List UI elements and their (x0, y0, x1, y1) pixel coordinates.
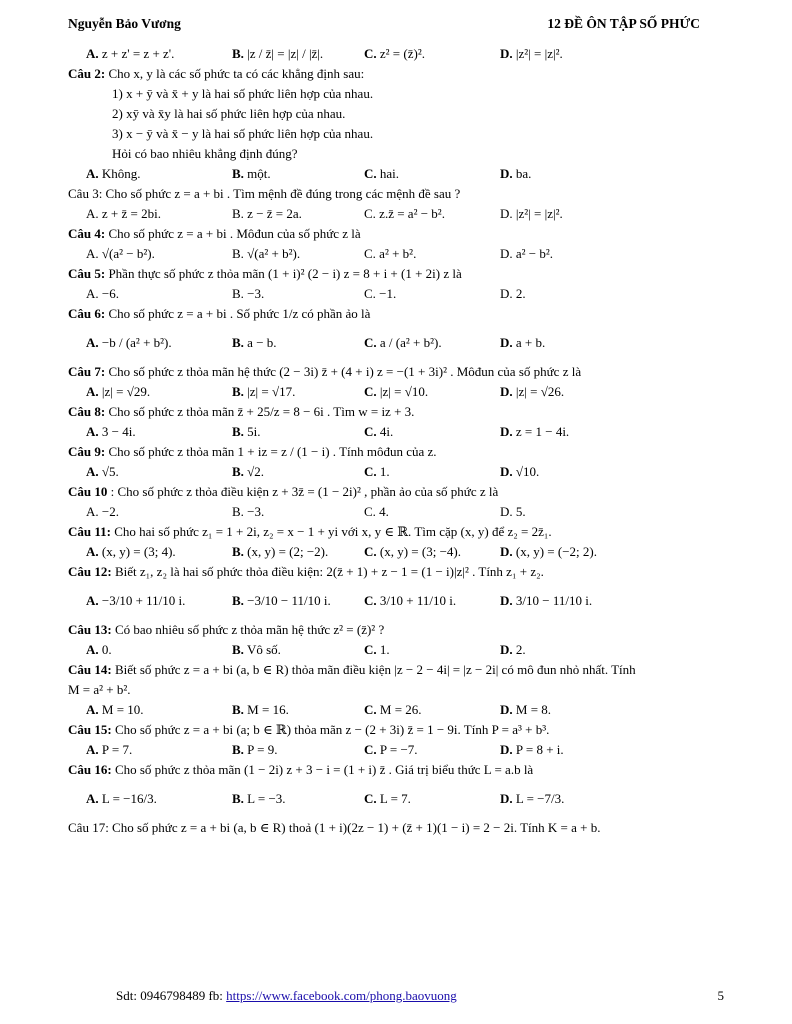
option-label: D. (500, 424, 513, 439)
option-b (232, 204, 302, 224)
option-label: B. (232, 246, 244, 261)
option-label: A. (86, 46, 99, 61)
option-label: B. (232, 742, 244, 757)
option-c (364, 284, 396, 304)
option-a (86, 204, 161, 224)
option-b (232, 44, 323, 64)
question-label: Câu 13: (68, 622, 112, 637)
question-stem (68, 660, 728, 680)
option-text: 3/10 + 11/10 i. (379, 593, 457, 608)
answer-options (68, 204, 728, 224)
option-text: −1. (379, 286, 397, 301)
question-stem (68, 522, 728, 542)
option-label: C. (364, 166, 377, 181)
answer-options (68, 44, 728, 64)
option-c (364, 740, 418, 760)
option-label: C. (364, 593, 377, 608)
option-label: B. (232, 464, 244, 479)
option-b (232, 244, 300, 264)
question-text: Cho số phức z = a + bi . Môđun của số phức z là (108, 226, 361, 241)
option-text: L = −7/3. (515, 791, 565, 806)
option-b (232, 582, 331, 620)
option-d (500, 244, 553, 264)
option-text: 3 − 4i. (101, 424, 136, 439)
option-text: M = 26. (379, 702, 422, 717)
option-c (364, 502, 389, 522)
answer-options (68, 700, 728, 720)
option-a (86, 44, 174, 64)
option-text: z − z̄ = 2a. (247, 206, 302, 221)
option-a (86, 740, 132, 760)
option-text: hai. (379, 166, 400, 181)
option-text: L = −3. (247, 791, 286, 806)
option-a (86, 700, 144, 720)
option-text: z + z' = z + z'. (101, 46, 175, 61)
option-a (86, 582, 185, 620)
question-stem (68, 64, 728, 84)
question-label: Câu 2: (68, 66, 106, 81)
option-text: 1. (379, 642, 390, 657)
option-label: C. (364, 206, 376, 221)
statement-text: 2) xȳ và x̄y là hai số phức liên hợp của nhau. (112, 106, 346, 121)
option-c (364, 204, 445, 224)
question-stem (68, 442, 728, 462)
answer-options (68, 542, 728, 562)
option-b (232, 740, 278, 760)
statement-line (68, 84, 728, 104)
option-c (364, 582, 456, 620)
option-text: −3. (247, 504, 265, 519)
question-text: Cho số phức z thỏa mãn 1 + iz = z / (1 − i) . Tính môđun của z. (108, 444, 437, 459)
answer-options (68, 502, 728, 522)
option-d (500, 780, 564, 818)
option-c (364, 382, 428, 402)
option-text: |z| = √29. (101, 384, 151, 399)
answer-options (68, 582, 728, 620)
statement-text: M = a² + b². (68, 682, 131, 697)
option-label: D. (500, 544, 513, 559)
option-text: 3/10 − 11/10 i. (515, 593, 593, 608)
option-text: 5. (515, 504, 526, 519)
option-text: √(a² + b²). (247, 246, 301, 261)
option-label: C. (364, 46, 377, 61)
option-label: D. (500, 464, 513, 479)
question-label: Câu 15: (68, 722, 112, 737)
option-text: √10. (515, 464, 540, 479)
option-a (86, 422, 136, 442)
question-text: Biết z₁, z₂ là hai số phức thỏa điều kiện: 2(z̄ + 1) + z − 1 = (1 − i)|z|² . Tính z₁ + z₂. (114, 564, 544, 579)
footer-contact: Sdt: 0946798489 fb: (116, 988, 227, 1003)
option-c (364, 700, 422, 720)
option-b (232, 422, 261, 442)
option-text: −3/10 + 11/10 i. (101, 593, 186, 608)
answer-options (68, 284, 728, 304)
option-text: a + b. (515, 335, 546, 350)
option-label: A. (86, 742, 99, 757)
option-text: 5i. (247, 424, 261, 439)
option-label: B. (232, 702, 244, 717)
statement-line (68, 124, 728, 144)
option-label: A. (86, 246, 99, 261)
question-text: Cho x, y là các số phức ta có các khẳng định sau: (108, 66, 365, 81)
option-text: a² − b². (515, 246, 554, 261)
option-b (232, 542, 328, 562)
option-text: z.z̄ = a² − b². (379, 206, 445, 221)
question-text: Có bao nhiêu số phức z thỏa mãn hệ thức z² = (z̄)² ? (114, 622, 385, 637)
question-text: Cho số phức z = a + bi (a; b ∈ ℝ) thỏa mãn z − (2 + 3i) z̄ = 1 − 9i. Tính P = a³ + b³. (114, 722, 550, 737)
option-label: C. (364, 742, 377, 757)
option-label: A. (86, 544, 99, 559)
option-label: D. (500, 742, 513, 757)
answer-options (68, 382, 728, 402)
option-text: một. (247, 166, 271, 181)
answer-options (68, 164, 728, 184)
question-stem (68, 818, 728, 838)
question-text: Cho số phức z thỏa mãn hệ thức (2 − 3i) z̄ + (4 + i) z = −(1 + 3i)² . Môđun của số phức z là (108, 364, 582, 379)
option-text: |z²| = |z|². (515, 46, 563, 61)
option-b (232, 700, 289, 720)
question-label: Câu 11: (68, 524, 111, 539)
option-text: L = −16/3. (101, 791, 157, 806)
option-label: D. (500, 206, 513, 221)
option-d (500, 204, 563, 224)
option-text: √(a² − b²). (101, 246, 155, 261)
option-label: A. (86, 464, 99, 479)
option-d (500, 462, 539, 482)
option-text: |z| = √17. (247, 384, 296, 399)
option-d (500, 502, 526, 522)
option-label: A. (86, 791, 99, 806)
option-a (86, 284, 119, 304)
option-text: (x, y) = (2; −2). (247, 544, 329, 559)
option-a (86, 542, 176, 562)
answer-options (68, 780, 728, 818)
option-label: A. (86, 206, 99, 221)
option-b (232, 462, 264, 482)
option-label: C. (364, 504, 376, 519)
option-d (500, 324, 545, 362)
answer-options (68, 640, 728, 660)
option-text: a² + b². (379, 246, 417, 261)
option-text: M = 16. (247, 702, 289, 717)
option-label: B. (232, 791, 244, 806)
option-text: P = −7. (379, 742, 418, 757)
option-label: C. (364, 286, 376, 301)
question-stem (68, 362, 728, 382)
question-text: Câu 3: Cho số phức z = a + bi . Tìm mệnh đề đúng trong các mệnh đề sau ? (68, 186, 461, 201)
option-text: P = 9. (247, 742, 278, 757)
question-label: Câu 14: (68, 662, 112, 677)
statement-text: Hỏi có bao nhiêu khẳng định đúng? (112, 146, 298, 161)
option-text: 0. (101, 642, 112, 657)
option-a (86, 780, 157, 818)
document-body (68, 44, 728, 838)
option-label: C. (364, 544, 377, 559)
question-text: Phần thực số phức z thỏa mãn (1 + i)² (2 − i) z = 8 + i + (1 + 2i) z là (108, 266, 462, 281)
option-c (364, 462, 390, 482)
option-b (232, 324, 277, 362)
option-b (232, 502, 264, 522)
option-d (500, 422, 569, 442)
option-text: 1. (379, 464, 390, 479)
option-label: C. (364, 642, 377, 657)
option-c (364, 244, 416, 264)
answer-options (68, 324, 728, 362)
option-d (500, 640, 526, 660)
question-text: Cho số phức z thỏa mãn z̄ + 25/z = 8 − 6i . Tìm w = iz + 3. (108, 404, 415, 419)
option-text: |z / z̄| = |z| / |z̄|. (247, 46, 324, 61)
option-text: a / (a² + b²). (379, 335, 442, 350)
question-label: Câu 4: (68, 226, 106, 241)
option-label: B. (232, 424, 244, 439)
option-c (364, 640, 390, 660)
option-text: L = 7. (379, 791, 411, 806)
option-label: D. (500, 642, 513, 657)
question-stem (68, 264, 728, 284)
answer-options (68, 740, 728, 760)
option-label: D. (500, 166, 513, 181)
question-stem (68, 620, 728, 640)
statement-line (68, 680, 728, 700)
option-label: C. (364, 335, 377, 350)
option-text: 2. (515, 642, 526, 657)
facebook-link[interactable]: https://www.facebook.com/phong.baovuong (226, 988, 457, 1003)
option-label: D. (500, 702, 513, 717)
question-stem (68, 184, 728, 204)
option-d (500, 700, 551, 720)
option-label: D. (500, 504, 513, 519)
option-c (364, 422, 393, 442)
option-label: C. (364, 384, 377, 399)
option-b (232, 164, 271, 184)
option-label: C. (364, 246, 376, 261)
option-text: (x, y) = (−2; 2). (515, 544, 597, 559)
option-text: (x, y) = (3; −4). (379, 544, 461, 559)
option-label: B. (232, 544, 244, 559)
option-a (86, 324, 172, 362)
option-d (500, 542, 597, 562)
option-label: A. (86, 424, 99, 439)
option-c (364, 780, 411, 818)
question-text: Cho số phức z thỏa mãn (1 − 2i) z + 3 − i = (1 + i) z̄ . Giá trị biểu thức L = a.b là (114, 762, 534, 777)
answer-options (68, 244, 728, 264)
option-label: B. (232, 384, 244, 399)
option-text: Vô số. (246, 642, 281, 657)
option-label: A. (86, 593, 99, 608)
question-stem (68, 760, 728, 780)
option-label: B. (232, 642, 244, 657)
option-label: B. (232, 166, 244, 181)
option-d (500, 582, 592, 620)
statement-line (68, 144, 728, 164)
option-text: −2. (101, 504, 119, 519)
option-label: B. (232, 335, 244, 350)
option-label: B. (232, 593, 244, 608)
question-text: Câu 17: Cho số phức z = a + bi (a, b ∈ R) thoả (1 + i)(2z − 1) + (z̄ + 1)(1 − i) = 2 − 2i. Tính K = a + b. (68, 820, 601, 835)
question-stem (68, 304, 728, 324)
page-number: 5 (717, 988, 724, 1003)
statement-text: 1) x + ȳ và x̄ + y là hai số phức liên hợp của nhau. (112, 86, 374, 101)
option-text: |z| = √26. (515, 384, 565, 399)
option-label: A. (86, 504, 99, 519)
option-label: D. (500, 791, 513, 806)
option-text: −3. (247, 286, 265, 301)
question-text: Cho hai số phức z₁ = 1 + 2i, z₂ = x − 1 + yi với x, y ∈ ℝ. Tìm cặp (x, y) để z₂ = 2z̄₁. (114, 524, 552, 539)
question-text: Biết số phức z = a + bi (a, b ∈ R) thỏa mãn điều kiện |z − 2 − 4i| = |z − 2i| có mô đun nhỏ nhất. Tính (114, 662, 636, 677)
option-c (364, 324, 442, 362)
option-text: 4i. (379, 424, 394, 439)
option-text: M = 10. (101, 702, 144, 717)
option-text: |z²| = |z|². (515, 206, 563, 221)
option-text: P = 8 + i. (515, 742, 564, 757)
option-text: ba. (515, 166, 532, 181)
option-label: B. (232, 286, 244, 301)
question-label: Câu 9: (68, 444, 106, 459)
question-label: Câu 6: (68, 306, 106, 321)
option-label: A. (86, 384, 99, 399)
option-text: 2. (515, 286, 526, 301)
option-label: C. (364, 702, 377, 717)
option-text: z² = (z̄)². (379, 46, 425, 61)
option-b (232, 284, 264, 304)
option-label: A. (86, 702, 99, 717)
option-a (86, 382, 150, 402)
option-text: −6. (101, 286, 119, 301)
option-d (500, 284, 526, 304)
option-text: z = 1 − 4i. (515, 424, 570, 439)
option-c (364, 164, 399, 184)
option-text: Không. (101, 166, 141, 181)
option-text: (x, y) = (3; 4). (101, 544, 176, 559)
question-label: Câu 5: (68, 266, 106, 281)
option-text: 4. (379, 504, 389, 519)
option-text: a − b. (247, 335, 277, 350)
question-label: Câu 16: (68, 762, 112, 777)
option-label: B. (232, 504, 244, 519)
answer-options (68, 422, 728, 442)
option-d (500, 740, 564, 760)
option-a (86, 640, 112, 660)
option-text: M = 8. (515, 702, 552, 717)
option-label: A. (86, 335, 99, 350)
statement-line (68, 104, 728, 124)
answer-options (68, 462, 728, 482)
option-label: B. (232, 46, 244, 61)
option-label: C. (364, 464, 377, 479)
option-label: A. (86, 642, 99, 657)
question-stem (68, 402, 728, 422)
option-label: D. (500, 384, 513, 399)
question-stem (68, 224, 728, 244)
option-c (364, 542, 461, 562)
statement-text: 3) x − ȳ và x̄ − y là hai số phức liên hợp của nhau. (112, 126, 374, 141)
footer (116, 988, 457, 1004)
question-text: Cho số phức z = a + bi . Số phức 1/z có phần ảo là (108, 306, 371, 321)
question-label: Câu 12: (68, 564, 112, 579)
option-label: D. (500, 246, 513, 261)
question-text: : Cho số phức z thỏa điều kiện z + 3z̄ = (1 − 2i)² , phần ảo của số phức z là (110, 484, 499, 499)
option-text: z + z̄ = 2bi. (101, 206, 161, 221)
option-label: D. (500, 286, 513, 301)
option-b (232, 640, 281, 660)
option-d (500, 164, 531, 184)
option-label: C. (364, 424, 377, 439)
option-b (232, 780, 286, 818)
question-label: Câu 7: (68, 364, 106, 379)
option-text: −b / (a² + b²). (101, 335, 172, 350)
option-a (86, 244, 155, 264)
question-stem (68, 720, 728, 740)
option-a (86, 462, 119, 482)
option-d (500, 44, 563, 64)
option-label: D. (500, 46, 513, 61)
question-stem (68, 562, 728, 582)
option-text: √5. (101, 464, 119, 479)
option-label: D. (500, 593, 513, 608)
question-label: Câu 8: (68, 404, 106, 419)
header-author: Nguyễn Bảo Vương (68, 16, 181, 31)
option-b (232, 382, 295, 402)
option-a (86, 502, 119, 522)
option-text: −3/10 − 11/10 i. (247, 593, 331, 608)
option-label: A. (86, 166, 99, 181)
header-title: 12 ĐỀ ÔN TẬP SỐ PHỨC (547, 16, 700, 31)
question-stem (68, 482, 728, 502)
question-label: Câu 10 (68, 484, 108, 499)
option-label: A. (86, 286, 99, 301)
option-c (364, 44, 425, 64)
option-a (86, 164, 141, 184)
option-label: C. (364, 791, 377, 806)
option-text: |z| = √10. (379, 384, 429, 399)
option-label: B. (232, 206, 244, 221)
option-d (500, 382, 564, 402)
option-text: P = 7. (101, 742, 133, 757)
option-text: √2. (247, 464, 265, 479)
option-label: D. (500, 335, 513, 350)
